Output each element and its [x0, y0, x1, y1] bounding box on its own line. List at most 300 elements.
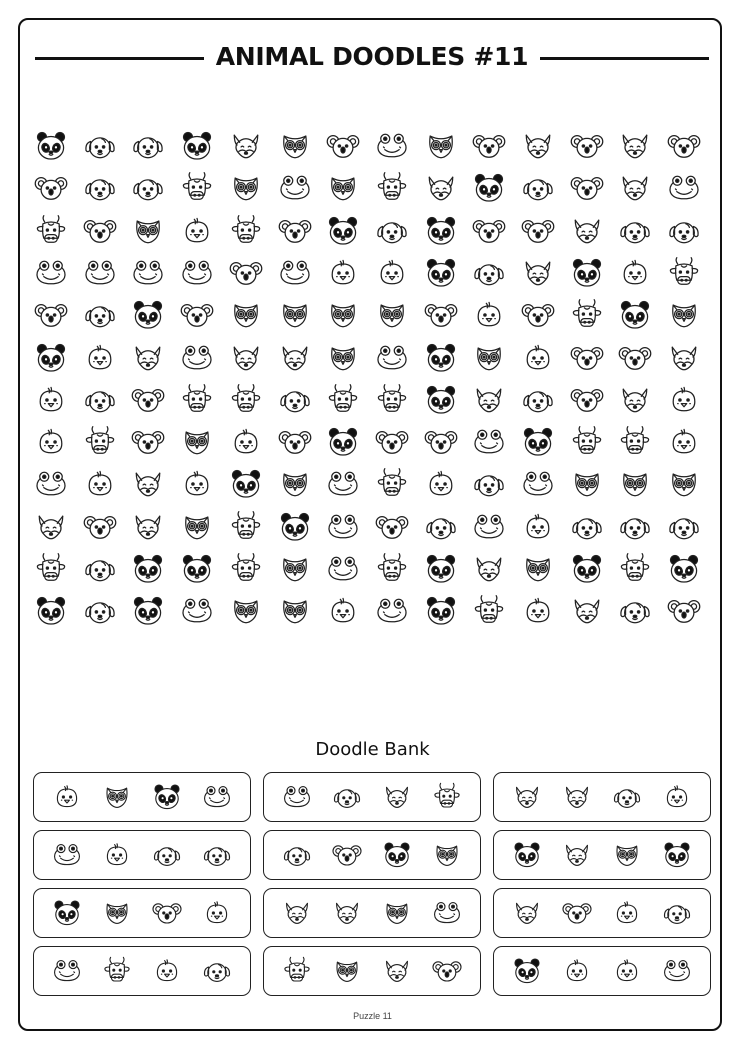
- grid-cell[interactable]: [471, 424, 509, 462]
- bank-item[interactable]: [331, 781, 363, 813]
- grid-cell[interactable]: [569, 340, 607, 378]
- grid-cell[interactable]: [423, 297, 461, 335]
- grid-cell[interactable]: [471, 170, 509, 208]
- grid-cell[interactable]: [179, 466, 217, 504]
- grid-cell[interactable]: [617, 509, 655, 547]
- grid-cell[interactable]: [82, 466, 120, 504]
- grid-cell[interactable]: [666, 128, 704, 166]
- grid-cell[interactable]: [569, 213, 607, 251]
- bank-item[interactable]: [281, 955, 313, 987]
- chick-icon: [666, 382, 702, 418]
- grid-cell[interactable]: [520, 551, 558, 589]
- bank-item[interactable]: [511, 955, 543, 987]
- bank-item[interactable]: [661, 955, 693, 987]
- cow-icon: [101, 955, 133, 987]
- grid-cell[interactable]: [471, 593, 509, 631]
- koala-icon: [569, 128, 605, 164]
- bank-group: [493, 946, 711, 996]
- grid-cell[interactable]: [569, 255, 607, 293]
- grid-cell[interactable]: [423, 255, 461, 293]
- grid-cell[interactable]: [179, 340, 217, 378]
- grid-cell[interactable]: [179, 128, 217, 166]
- grid-cell[interactable]: [617, 382, 655, 420]
- bank-item[interactable]: [561, 955, 593, 987]
- dog-icon: [520, 170, 556, 206]
- grid-cell[interactable]: [325, 170, 363, 208]
- bank-item[interactable]: [611, 955, 643, 987]
- chick-icon: [666, 424, 702, 460]
- grid-cell[interactable]: [423, 424, 461, 462]
- grid-cell[interactable]: [33, 382, 71, 420]
- grid-cell[interactable]: [520, 213, 558, 251]
- bank-item[interactable]: [431, 839, 463, 871]
- grid-cell[interactable]: [228, 213, 266, 251]
- grid-cell[interactable]: [471, 340, 509, 378]
- cow-icon: [179, 382, 215, 418]
- grid-cell[interactable]: [82, 170, 120, 208]
- frog-icon: [520, 466, 556, 502]
- grid-cell[interactable]: [617, 424, 655, 462]
- fox-icon: [666, 340, 702, 376]
- bank-item[interactable]: [101, 955, 133, 987]
- koala-icon: [431, 955, 463, 987]
- bank-item[interactable]: [281, 781, 313, 813]
- frog-icon: [281, 781, 313, 813]
- grid-cell[interactable]: [82, 128, 120, 166]
- grid-cell[interactable]: [423, 551, 461, 589]
- cow-icon: [666, 255, 702, 291]
- bank-item[interactable]: [431, 897, 463, 929]
- bank-item[interactable]: [51, 839, 83, 871]
- grid-cell[interactable]: [33, 255, 71, 293]
- grid-cell[interactable]: [471, 382, 509, 420]
- grid-cell[interactable]: [33, 213, 71, 251]
- grid-cell[interactable]: [130, 551, 168, 589]
- grid-cell[interactable]: [471, 297, 509, 335]
- bank-item[interactable]: [611, 897, 643, 929]
- bank-item[interactable]: [101, 839, 133, 871]
- grid-cell[interactable]: [666, 466, 704, 504]
- owl-icon: [228, 170, 264, 206]
- grid-cell[interactable]: [179, 382, 217, 420]
- chick-icon: [101, 839, 133, 871]
- grid-cell[interactable]: [374, 340, 412, 378]
- grid-cell[interactable]: [666, 170, 704, 208]
- cow-icon: [325, 382, 361, 418]
- fox-icon: [520, 128, 556, 164]
- koala-icon: [33, 297, 69, 333]
- bank-item[interactable]: [151, 781, 183, 813]
- grid-cell[interactable]: [374, 382, 412, 420]
- chick-icon: [611, 955, 643, 987]
- grid-cell[interactable]: [471, 466, 509, 504]
- bank-item[interactable]: [661, 897, 693, 929]
- grid-cell[interactable]: [374, 424, 412, 462]
- grid-cell[interactable]: [277, 255, 315, 293]
- chick-icon: [325, 255, 361, 291]
- grid-cell[interactable]: [82, 382, 120, 420]
- bank-item[interactable]: [381, 781, 413, 813]
- grid-cell[interactable]: [33, 297, 71, 335]
- grid-cell[interactable]: [423, 466, 461, 504]
- panda-icon: [569, 551, 605, 587]
- grid-cell[interactable]: [374, 213, 412, 251]
- panda-icon: [51, 897, 83, 929]
- chick-icon: [179, 213, 215, 249]
- grid-cell[interactable]: [423, 128, 461, 166]
- bank-item[interactable]: [611, 839, 643, 871]
- bank-item[interactable]: [151, 839, 183, 871]
- grid-cell[interactable]: [520, 382, 558, 420]
- grid-cell[interactable]: [569, 297, 607, 335]
- grid-cell[interactable]: [179, 297, 217, 335]
- panda-icon: [33, 340, 69, 376]
- grid-cell[interactable]: [179, 551, 217, 589]
- bank-item[interactable]: [661, 839, 693, 871]
- grid-cell[interactable]: [666, 424, 704, 462]
- grid-cell[interactable]: [569, 382, 607, 420]
- grid-cell[interactable]: [130, 128, 168, 166]
- grid-cell[interactable]: [325, 551, 363, 589]
- grid-cell[interactable]: [228, 170, 266, 208]
- owl-icon: [101, 781, 133, 813]
- grid-cell[interactable]: [374, 466, 412, 504]
- bank-item[interactable]: [561, 897, 593, 929]
- bank-item[interactable]: [381, 955, 413, 987]
- grid-cell[interactable]: [82, 593, 120, 631]
- grid-cell[interactable]: [130, 170, 168, 208]
- cow-icon: [617, 424, 653, 460]
- grid-cell[interactable]: [82, 255, 120, 293]
- chick-icon: [201, 897, 233, 929]
- grid-cell[interactable]: [617, 340, 655, 378]
- panda-icon: [277, 509, 313, 545]
- bank-item[interactable]: [201, 897, 233, 929]
- cow-icon: [374, 170, 410, 206]
- grid-cell[interactable]: [617, 466, 655, 504]
- dog-icon: [130, 128, 166, 164]
- bank-item[interactable]: [431, 781, 463, 813]
- fox-icon: [423, 170, 459, 206]
- koala-icon: [277, 424, 313, 460]
- grid-cell[interactable]: [325, 424, 363, 462]
- bank-item[interactable]: [151, 955, 183, 987]
- grid-cell[interactable]: [33, 424, 71, 462]
- grid-cell[interactable]: [471, 509, 509, 547]
- koala-icon: [520, 297, 556, 333]
- grid-cell[interactable]: [520, 509, 558, 547]
- grid-cell[interactable]: [179, 593, 217, 631]
- bank-item[interactable]: [381, 839, 413, 871]
- owl-icon: [277, 466, 313, 502]
- grid-cell[interactable]: [569, 128, 607, 166]
- panda-icon: [661, 839, 693, 871]
- grid-cell[interactable]: [33, 170, 71, 208]
- grid-cell[interactable]: [33, 128, 71, 166]
- dog-icon: [611, 781, 643, 813]
- grid-cell[interactable]: [228, 382, 266, 420]
- grid-cell[interactable]: [82, 213, 120, 251]
- grid-cell[interactable]: [423, 593, 461, 631]
- grid-cell[interactable]: [277, 297, 315, 335]
- grid-cell[interactable]: [130, 255, 168, 293]
- bank-item[interactable]: [101, 897, 133, 929]
- grid-cell[interactable]: [82, 340, 120, 378]
- dog-icon: [82, 551, 118, 587]
- frog-icon: [277, 255, 313, 291]
- grid-cell[interactable]: [666, 551, 704, 589]
- grid-cell[interactable]: [569, 170, 607, 208]
- grid-cell[interactable]: [130, 297, 168, 335]
- grid-cell[interactable]: [520, 466, 558, 504]
- grid-cell[interactable]: [666, 593, 704, 631]
- bank-group: [33, 888, 251, 938]
- bank-item[interactable]: [101, 781, 133, 813]
- title-wrap: [35, 36, 709, 78]
- grid-cell[interactable]: [617, 593, 655, 631]
- grid-cell[interactable]: [617, 213, 655, 251]
- grid-cell[interactable]: [325, 128, 363, 166]
- dog-icon: [617, 213, 653, 249]
- grid-cell[interactable]: [471, 128, 509, 166]
- grid-cell[interactable]: [130, 593, 168, 631]
- grid-cell[interactable]: [277, 128, 315, 166]
- grid-cell[interactable]: [374, 551, 412, 589]
- bank-item[interactable]: [51, 955, 83, 987]
- bank-item[interactable]: [201, 839, 233, 871]
- grid-cell[interactable]: [130, 466, 168, 504]
- grid-cell[interactable]: [520, 424, 558, 462]
- grid-cell[interactable]: [666, 509, 704, 547]
- bank-item[interactable]: [51, 897, 83, 929]
- grid-cell[interactable]: [33, 340, 71, 378]
- koala-icon: [228, 255, 264, 291]
- grid-cell[interactable]: [374, 170, 412, 208]
- bank-group: [33, 830, 251, 880]
- grid-cell[interactable]: [423, 382, 461, 420]
- bank-item[interactable]: [511, 897, 543, 929]
- bank-group: [493, 888, 711, 938]
- grid-cell[interactable]: [277, 551, 315, 589]
- bank-item[interactable]: [201, 955, 233, 987]
- grid-cell[interactable]: [130, 213, 168, 251]
- owl-icon: [277, 551, 313, 587]
- grid-cell[interactable]: [666, 340, 704, 378]
- grid-cell[interactable]: [325, 297, 363, 335]
- grid-cell[interactable]: [520, 255, 558, 293]
- panda-icon: [423, 340, 459, 376]
- grid-cell[interactable]: [228, 297, 266, 335]
- grid-cell[interactable]: [520, 593, 558, 631]
- panda-icon: [423, 551, 459, 587]
- grid-cell[interactable]: [666, 382, 704, 420]
- grid-cell[interactable]: [617, 255, 655, 293]
- grid-cell[interactable]: [179, 170, 217, 208]
- dog-icon: [666, 213, 702, 249]
- chick-icon: [51, 781, 83, 813]
- owl-icon: [325, 170, 361, 206]
- grid-cell[interactable]: [130, 340, 168, 378]
- chick-icon: [374, 255, 410, 291]
- owl-icon: [431, 839, 463, 871]
- bank-item[interactable]: [151, 897, 183, 929]
- panda-icon: [179, 551, 215, 587]
- bank-group: [33, 946, 251, 996]
- panda-icon: [423, 382, 459, 418]
- bank-group: [33, 772, 251, 822]
- grid-cell[interactable]: [325, 213, 363, 251]
- dog-icon: [277, 382, 313, 418]
- grid-cell[interactable]: [374, 297, 412, 335]
- grid-cell[interactable]: [471, 213, 509, 251]
- chick-icon: [82, 340, 118, 376]
- cow-icon: [228, 509, 264, 545]
- grid-cell[interactable]: [423, 509, 461, 547]
- grid-cell[interactable]: [228, 509, 266, 547]
- koala-icon: [331, 839, 363, 871]
- fox-icon: [130, 466, 166, 502]
- grid-cell[interactable]: [569, 593, 607, 631]
- grid-cell[interactable]: [277, 213, 315, 251]
- grid-cell[interactable]: [228, 255, 266, 293]
- grid-cell[interactable]: [520, 340, 558, 378]
- owl-icon: [611, 839, 643, 871]
- grid-cell[interactable]: [617, 170, 655, 208]
- grid-cell[interactable]: [33, 466, 71, 504]
- grid-cell[interactable]: [374, 255, 412, 293]
- grid-cell[interactable]: [520, 170, 558, 208]
- grid-cell[interactable]: [179, 509, 217, 547]
- grid-cell[interactable]: [179, 255, 217, 293]
- grid-cell[interactable]: [325, 340, 363, 378]
- grid-cell[interactable]: [423, 170, 461, 208]
- bank-item[interactable]: [431, 955, 463, 987]
- bank-item[interactable]: [331, 839, 363, 871]
- grid-cell[interactable]: [666, 213, 704, 251]
- owl-icon: [179, 424, 215, 460]
- grid-cell[interactable]: [82, 297, 120, 335]
- grid-cell[interactable]: [617, 128, 655, 166]
- grid-cell[interactable]: [179, 424, 217, 462]
- owl-icon: [277, 297, 313, 333]
- fox-icon: [471, 382, 507, 418]
- grid-cell[interactable]: [325, 382, 363, 420]
- grid-cell[interactable]: [617, 551, 655, 589]
- frog-icon: [471, 509, 507, 545]
- owl-icon: [471, 340, 507, 376]
- koala-icon: [33, 170, 69, 206]
- koala-icon: [471, 213, 507, 249]
- grid-cell[interactable]: [228, 424, 266, 462]
- bank-item[interactable]: [281, 839, 313, 871]
- frog-icon: [325, 551, 361, 587]
- bank-item[interactable]: [331, 897, 363, 929]
- grid-cell[interactable]: [228, 551, 266, 589]
- grid-cell[interactable]: [374, 593, 412, 631]
- bank-item[interactable]: [511, 839, 543, 871]
- frog-icon: [51, 955, 83, 987]
- grid-cell[interactable]: [33, 509, 71, 547]
- grid-cell[interactable]: [325, 255, 363, 293]
- chick-icon: [520, 340, 556, 376]
- grid-cell[interactable]: [569, 509, 607, 547]
- bank-item[interactable]: [51, 781, 83, 813]
- grid-cell[interactable]: [325, 593, 363, 631]
- grid-cell[interactable]: [374, 128, 412, 166]
- dog-icon: [666, 509, 702, 545]
- dog-icon: [82, 128, 118, 164]
- bank-item[interactable]: [561, 839, 593, 871]
- grid-cell[interactable]: [374, 509, 412, 547]
- grid-cell[interactable]: [228, 593, 266, 631]
- grid-cell[interactable]: [617, 297, 655, 335]
- grid-cell[interactable]: [325, 466, 363, 504]
- bank-item[interactable]: [201, 781, 233, 813]
- grid-cell[interactable]: [33, 551, 71, 589]
- bank-item[interactable]: [331, 955, 363, 987]
- bank-item[interactable]: [381, 897, 413, 929]
- grid-cell[interactable]: [520, 128, 558, 166]
- grid-cell[interactable]: [471, 255, 509, 293]
- chick-icon: [520, 593, 556, 629]
- koala-icon: [569, 340, 605, 376]
- dog-icon: [281, 839, 313, 871]
- grid-cell[interactable]: [130, 509, 168, 547]
- grid-cell[interactable]: [569, 466, 607, 504]
- grid-cell[interactable]: [277, 424, 315, 462]
- frog-icon: [33, 255, 69, 291]
- grid-cell[interactable]: [277, 509, 315, 547]
- grid-cell[interactable]: [130, 424, 168, 462]
- grid-cell[interactable]: [666, 255, 704, 293]
- grid-cell[interactable]: [277, 593, 315, 631]
- grid-cell[interactable]: [569, 424, 607, 462]
- grid-cell[interactable]: [277, 340, 315, 378]
- grid-cell[interactable]: [471, 551, 509, 589]
- grid-cell[interactable]: [228, 466, 266, 504]
- grid-cell[interactable]: [130, 382, 168, 420]
- grid-cell[interactable]: [325, 509, 363, 547]
- grid-cell[interactable]: [82, 551, 120, 589]
- grid-cell[interactable]: [277, 170, 315, 208]
- bank-item[interactable]: [661, 781, 693, 813]
- frog-icon: [277, 170, 313, 206]
- bank-item[interactable]: [611, 781, 643, 813]
- grid-cell[interactable]: [228, 128, 266, 166]
- bank-item[interactable]: [561, 781, 593, 813]
- bank-item[interactable]: [281, 897, 313, 929]
- bank-item[interactable]: [511, 781, 543, 813]
- grid-cell[interactable]: [277, 466, 315, 504]
- grid-cell[interactable]: [33, 593, 71, 631]
- grid-cell[interactable]: [82, 424, 120, 462]
- owl-icon: [617, 466, 653, 502]
- panda-icon: [617, 297, 653, 333]
- panda-icon: [381, 839, 413, 871]
- grid-cell[interactable]: [666, 297, 704, 335]
- grid-cell[interactable]: [569, 551, 607, 589]
- frog-icon: [179, 340, 215, 376]
- grid-cell[interactable]: [179, 213, 217, 251]
- koala-icon: [179, 297, 215, 333]
- grid-cell[interactable]: [423, 213, 461, 251]
- grid-cell[interactable]: [520, 297, 558, 335]
- grid-cell[interactable]: [228, 340, 266, 378]
- frog-icon: [431, 897, 463, 929]
- grid-cell[interactable]: [82, 509, 120, 547]
- grid-cell[interactable]: [277, 382, 315, 420]
- grid-cell[interactable]: [423, 340, 461, 378]
